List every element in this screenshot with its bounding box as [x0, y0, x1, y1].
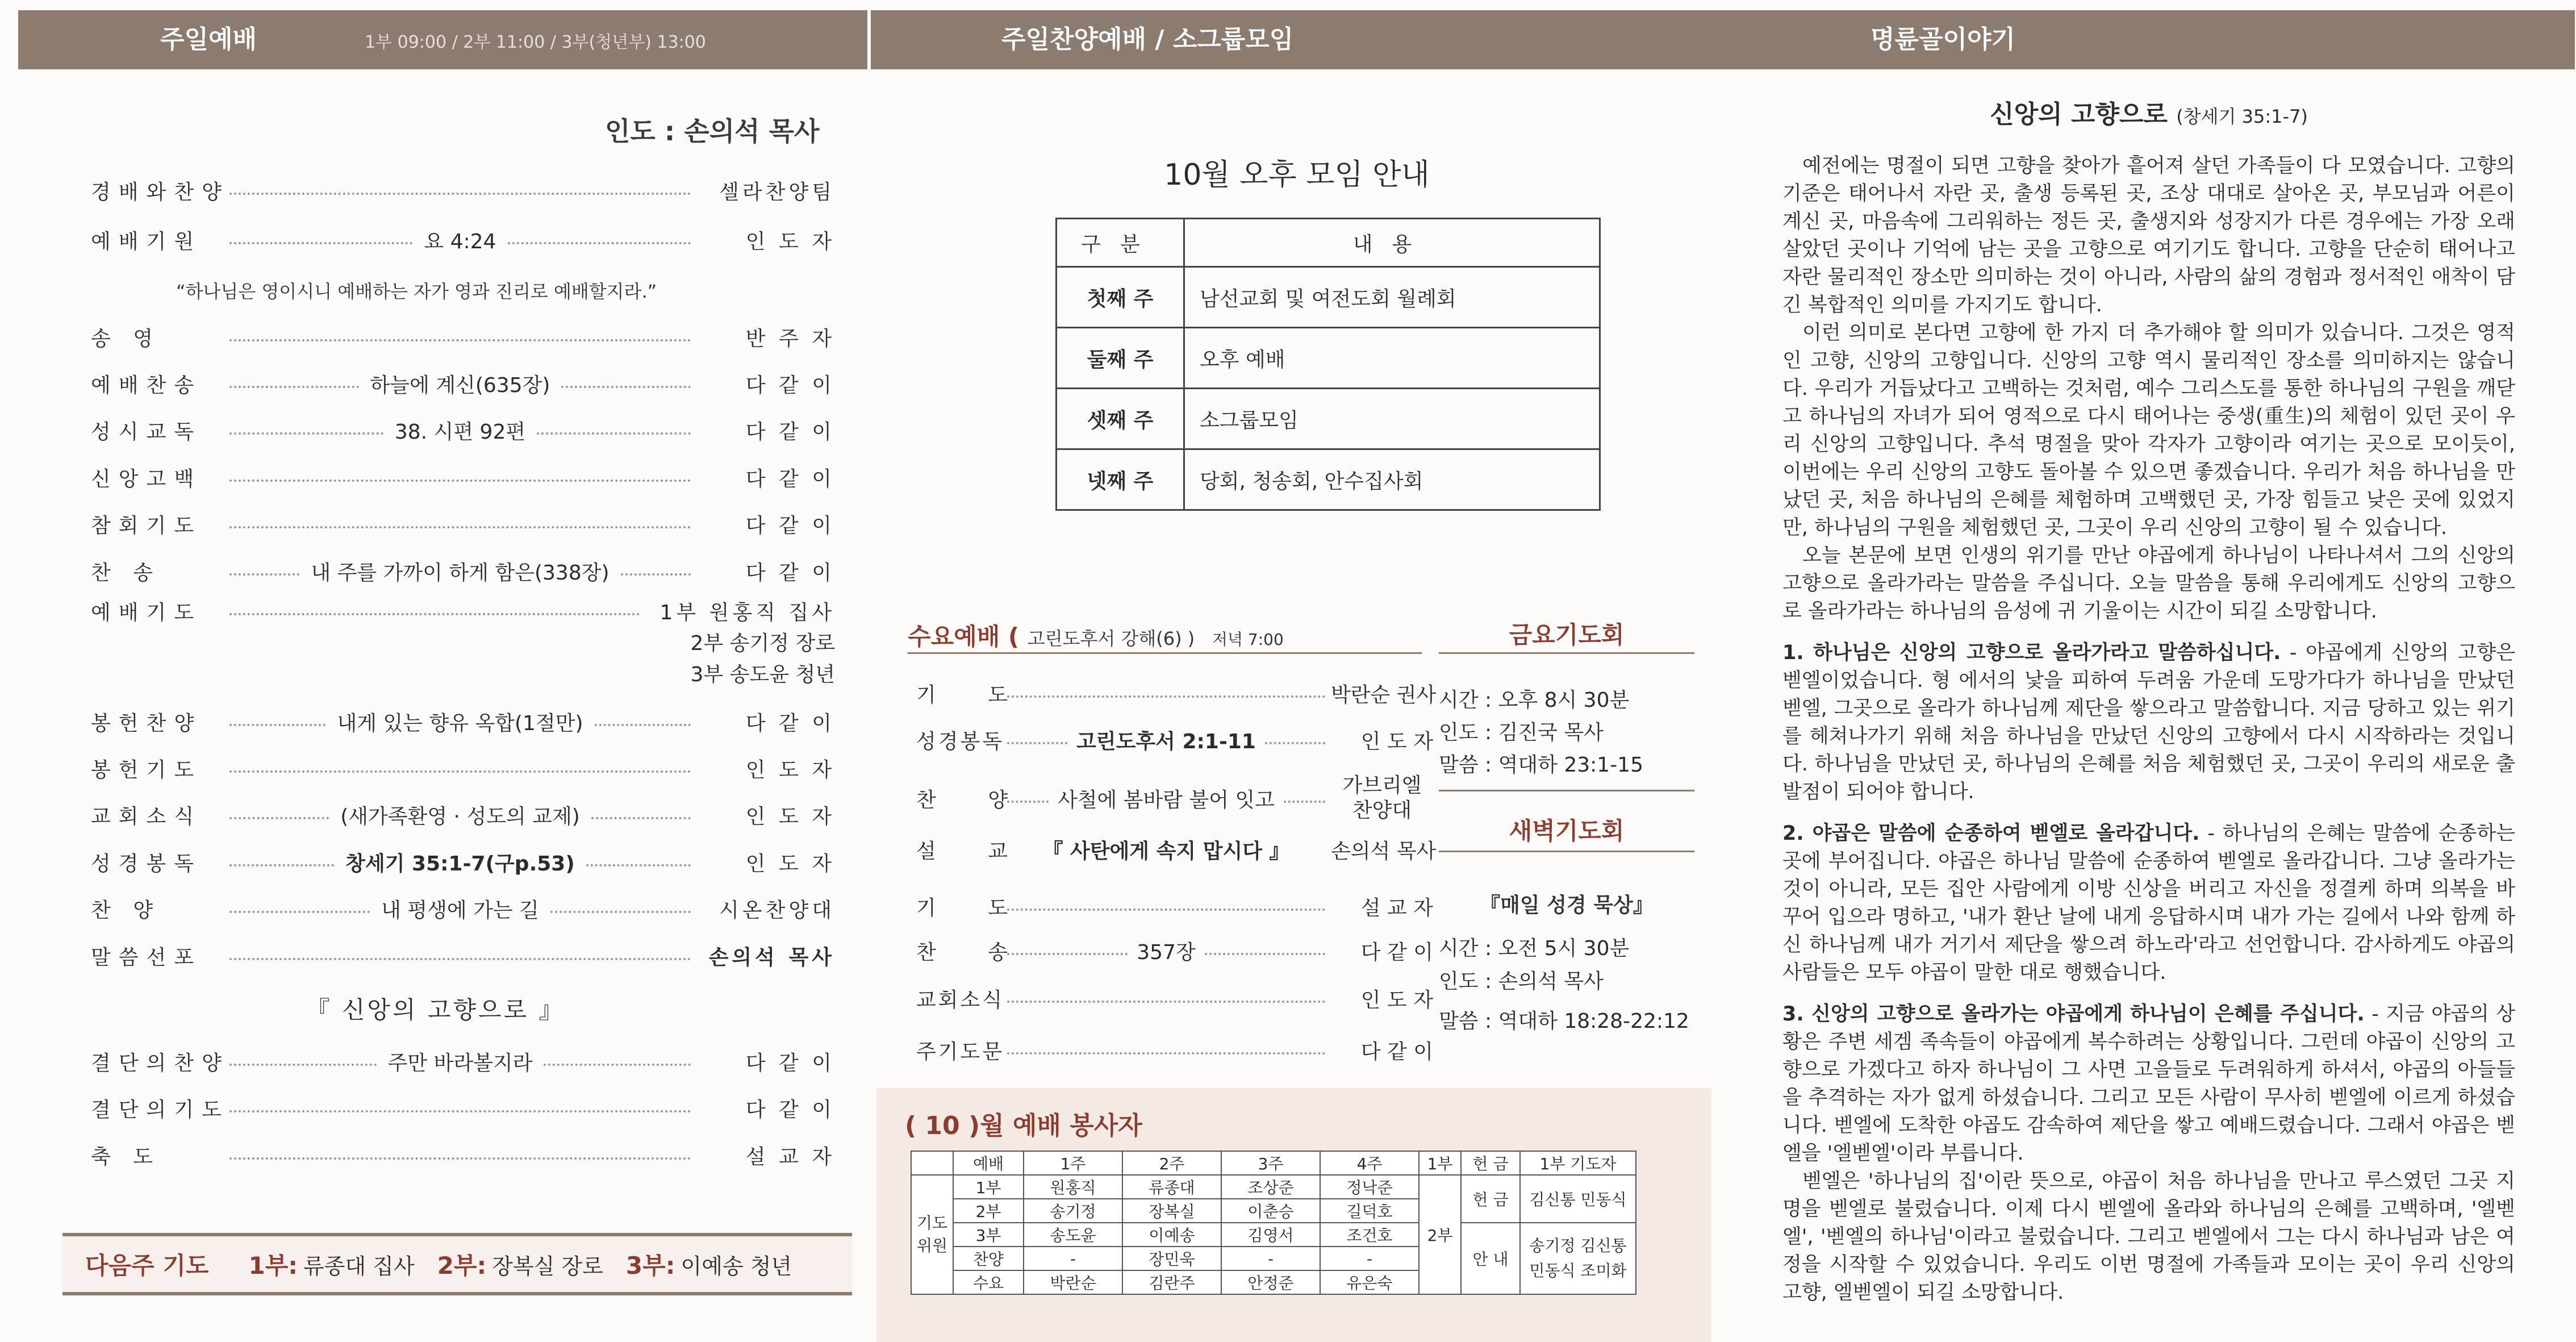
- meeting-title: 10월 오후 모임 안내: [1164, 158, 1430, 192]
- divider: [1439, 851, 1694, 852]
- sermon-title: 『 신앙의 고향으로 』: [306, 996, 565, 1024]
- order-row: 성시교독 38. 시편 92편 다 같 이: [91, 420, 835, 444]
- next-week-prayer: 다음주 기도 1부: 류종대 집사 2부: 장복실 장로 3부: 이예송 청년: [62, 1233, 852, 1295]
- dawn-leader: 인도 : 손의석 목사: [1439, 970, 1604, 993]
- table-row: 넷째 주 당회, 청송회, 안수집사회: [1057, 449, 1600, 510]
- table-row: 수요 박란순 김란주 안정준 유은숙: [911, 1270, 1636, 1294]
- dawn-prayer-title: 새벽기도회: [1509, 817, 1625, 845]
- order-row: 결단의기도 다 같 이: [91, 1098, 835, 1122]
- prayer-leaders: 2부 송기정 장로 3부 송도윤 청년: [690, 632, 835, 686]
- friday-time: 시간 : 오후 8시 30분: [1439, 689, 1630, 712]
- table-row: 둘째 주 오후 예배: [1057, 328, 1600, 389]
- order-row: 찬 송 내 주를 가까이 하게 함은(338장) 다 같 이: [91, 561, 835, 585]
- table-row: 3부 송도윤 이예송 김영서 조건호 안 내 송기정 김신통 민동식 조미화: [911, 1223, 1636, 1247]
- meeting-table: 구분 내용 첫째 주 남선교회 및 여전도회 월례회 둘째 주 오후 예배 셋째 주 소그룹모임 넷째 주 당회, 청송회, 안수집사회: [1055, 218, 1601, 511]
- order-row: 송 영 반 주 자: [91, 327, 835, 351]
- order-row: 예배기원 요 4:24 인 도 자: [91, 230, 835, 253]
- sunday-service-column: [0, 0, 871, 1342]
- afternoon-column: [871, 0, 1723, 1342]
- order-row: 예배기도 1부 원홍직 집사: [91, 601, 835, 624]
- order-row: 찬 양 내 평생에 가는 길 시온찬양대: [91, 898, 836, 922]
- service-times: 1부 09:00 / 2부 11:00 / 3부(청년부) 13:00: [365, 32, 706, 52]
- order-row: 교회소식 (새가족환영 · 성도의 교제) 인 도 자: [91, 805, 835, 828]
- article-title: 신앙의 고향으로 (창세기 35:1-7): [1990, 100, 2308, 129]
- order-row: 결단의찬양 주만 바라볼지라 다 같 이: [91, 1051, 836, 1075]
- story-column: [1723, 0, 2576, 1342]
- order-row: 성경봉독 창세기 35:1-7(구p.53) 인 도 자: [91, 852, 835, 876]
- article-point: 3. 신앙의 고향으로 올라가는 야곱에게 하나님이 은혜를 주십니다. - 지금 야곱의 상황은 주변 세겜 족속들이 야곱에게 복수하려는 상황입니다. 그런데 야곱이 신앙의 고향으로 가겠다고 하자 하나님이 그 사면 고을들로 두려워하게 하셔서, 야곱의 아들들을 추격하는 자가 없게 하셨습니다. 그리고 모든 사람이 무사히 벧엘에 이르게 하셨습니다. 벧엘에 도착한 야곱도 감속하여 제단을 쌓고 예배드렸습니다. 그래서 야곱은 벧엘을 '엘벧엘'이라 부릅니다.: [1782, 1003, 2515, 1165]
- table-row: 기도 위원 1부 원홍직 류종대 조상준 정낙준 2부 헌 금 김신통 민동식: [911, 1175, 1636, 1199]
- volunteers-title: ( 10 )월 예배 봉사자: [905, 1111, 1142, 1140]
- wed-row: 기 도 박란순 권사: [916, 683, 1437, 707]
- article-point: 1. 하나님은 신앙의 고향으로 올라가라고 말씀하십니다. - 야곱에게 신앙의 고향은 벧엘이었습니다. 형 에서의 낯을 피하여 두려움 가운데 도망가다가 하나님을 만났던 벧엘, 그곳으로 올라가 하나님께 제단을 쌓으라고 말씀합니다. 지금 당하고 있는 위기를 헤쳐나가기 위해 처음 하나님을 만났던 신앙의 고향에서 다시 시작하라는 것입니다. 하나님을 만났던 곳, 하나님의 은혜를 처음 체험했던 곳, 그곳이 우리의 새로운 출발점이 되어야 합니다.: [1782, 641, 2515, 803]
- volunteers-table: 예배 1주 2주 3주 4주 1부 헌 금 1부 기도자 기도 위원 1부 원홍직 류종대 조상준 정낙준 2부 헌 금 김신통 민동식 2부 송기정 장복실 이춘승 길덕호 3부 송도윤 이예송 김영서 조건호 안 내 송기정 김신통 민동식 조미화 찬양 - 장민욱 - - 수요 박란순 김란주 안정준 유은숙: [911, 1151, 1636, 1295]
- wed-row: 설 교 『 사탄에게 속지 맙시다 』 손의석 목사: [916, 839, 1437, 863]
- wed-row: 주기도문 다 같 이: [916, 1040, 1433, 1064]
- friday-leader: 인도 : 김진국 목사: [1439, 721, 1604, 744]
- sunday-service-header: [18, 10, 867, 69]
- dawn-subtitle: 『매일 성경 묵상』: [1480, 894, 1654, 917]
- order-row: 봉헌찬양 내게 있는 향유 옥합(1절만) 다 같 이: [91, 711, 835, 735]
- article-paragraph: 예전에는 명절이 되면 고향을 찾아가 흩어져 살던 가족들이 다 모였습니다. 고향의 기준은 태어나서 자란 곳, 출생 등록된 곳, 조상 대대로 살아온 곳, 부모님과 어른이 계신 곳, 마음속에 그리워하는 정든 곳, 출생지와 성장지가 다른 경우에는 가장 오래 살았던 곳이나 기억에 남는 곳을 고향으로 여기기도 합니다. 고향을 단순히 태어나고 자란 물리적인 장소만 의미하는 것이 아니라, 사람의 삶의 경험과 정서적인 애착이 담긴 복합적인 의미를 가지기도 합니다.: [1782, 155, 2515, 316]
- scripture-verse: “하나님은 영이시니 예배하는 자가 영과 진리로 예배할지라.”: [176, 281, 657, 302]
- divider: [908, 652, 1422, 654]
- article-paragraph: 벧엘은 '하나님의 집'이란 뜻으로, 야곱이 처음 하나님을 만나고 루스였던 그곳 지명을 벧엘로 불렀습니다. 이제 다시 벧엘에 올라와 하나님의 은혜를 고백하며, '엘벧엘', '벧엘의 하나님'이라고 불렀습니다. 그리고 벧엘에서 그는 다시 하나님과 남은 여정을 시작할 수 있었습니다. 우리도 이번 명절에 가족들과 모이는 곳이 우리 신앙의 고향, 엘벧엘이 되길 소망합니다.: [1782, 1170, 2515, 1304]
- order-row: 말씀선포 손의석 목사: [91, 945, 835, 969]
- wed-row: 교회소식 인 도 자: [916, 988, 1433, 1012]
- article-paragraph: 이런 의미로 본다면 고향에 한 가지 더 추가해야 할 의미가 있습니다. 그것은 영적인 고향, 신앙의 고향입니다. 신앙의 고향 역시 물리적인 장소를 의미하지는 않습니다. 우리가 거듭났다고 고백하는 것처럼, 예수 그리스도를 통한 하나님의 구원을 깨닫고 하나님의 자녀가 되어 영적으로 다시 태어나는 중생(重生)의 체험이 있던 곳이 우리 신앙의 고향입니다. 추석 명절을 맞아 각자가 고향이라 여기는 곳으로 모이듯이, 이번에는 우리 신앙의 고향도 돌아볼 수 있으면 좋겠습니다. 우리가 처음 하나님을 만났던 곳, 처음 하나님의 은혜를 체험하며 고백했던 곳, 가장 힘들고 낮은 곳에 있었지만, 하나님의 구원을 체험했던 곳, 그곳이 우리 신앙의 고향이 될 수 있습니다.: [1782, 322, 2515, 539]
- article-paragraph: 오늘 본문에 보면 인생의 위기를 만난 야곱에게 하나님이 나타나셔서 그의 신앙의 고향으로 올라가라는 말씀을 주십니다. 오늘 말씀을 통해 우리에게도 신앙의 고향으로 올라가라는 하나님의 음성에 귀 기울이는 시간이 되길 소망합니다.: [1782, 544, 2515, 623]
- order-row: 참회기도 다 같 이: [91, 514, 835, 537]
- story-header: 명륜골이야기: [1723, 10, 2575, 69]
- table-row: 찬양 - 장민욱 - -: [911, 1247, 1636, 1270]
- wed-row: 성경봉독 고린도후서 2:1-11 인 도 자: [916, 730, 1434, 753]
- wed-row: 찬 양 사철에 봄바람 불어 잇고 가브리엘 찬양대: [916, 774, 1422, 822]
- service-leader: 인도 : 손의석 목사: [605, 116, 820, 147]
- wed-row: 기 도 설 교 자: [916, 896, 1433, 920]
- order-row: 봉헌기도 인 도 자: [91, 758, 835, 782]
- dawn-time: 시간 : 오전 5시 30분: [1439, 937, 1630, 960]
- article-point: 2. 야곱은 말씀에 순종하여 벧엘로 올라갑니다. - 하나님의 은혜는 말씀에 순종하는 곳에 부어집니다. 야곱은 하나님 말씀에 순종하여 벧엘로 올라갑니다. 그냥 올라가는 것이 아니라, 모든 집안 사람에게 이방 신상을 버리고 자신을 정결케 하며 의복을 바꾸어 입으라 명하고, '내가 환난 날에 내게 응답하시며 내가 가는 길에서 나와 함께 하신 하나님께 내가 거기서 제단을 쌓으려 하노라'라고 선언합니다. 감사하게도 야곱의 사람들은 모두 야곱이 말한 대로 행했습니다.: [1782, 822, 2515, 984]
- order-row: 신앙고백 다 같 이: [91, 467, 835, 491]
- divider: [1439, 790, 1694, 791]
- table-row: 첫째 주 남선교회 및 여전도회 월례회: [1057, 267, 1600, 328]
- afternoon-header: 주일찬양예배 / 소그룹모임: [871, 10, 1723, 69]
- wednesday-service-title: 수요예배 ( 고린도후서 강해(6) ) 저녁 7:00: [908, 623, 1284, 651]
- friday-scripture: 말씀 : 역대하 23:1-15: [1439, 753, 1643, 777]
- friday-prayer-title: 금요기도회: [1509, 621, 1625, 649]
- dawn-scripture: 말씀 : 역대하 18:28-22:12: [1439, 1010, 1689, 1033]
- wed-row: 찬 송 357장 다 같 이: [916, 940, 1433, 964]
- divider: [1439, 652, 1694, 654]
- order-row: 예배찬송 하늘에 계신(635장) 다 같 이: [91, 373, 835, 397]
- order-row: 축 도 설 교 자: [91, 1145, 835, 1169]
- article-body: [1782, 152, 2515, 1307]
- table-row: 셋째 주 소그룹모임: [1057, 389, 1600, 449]
- section-title: 주일예배: [160, 25, 257, 54]
- table-row: 2부 송기정 장복실 이춘승 길덕호: [911, 1199, 1636, 1223]
- order-row: 경배와찬양 셀라찬양팀: [91, 180, 835, 204]
